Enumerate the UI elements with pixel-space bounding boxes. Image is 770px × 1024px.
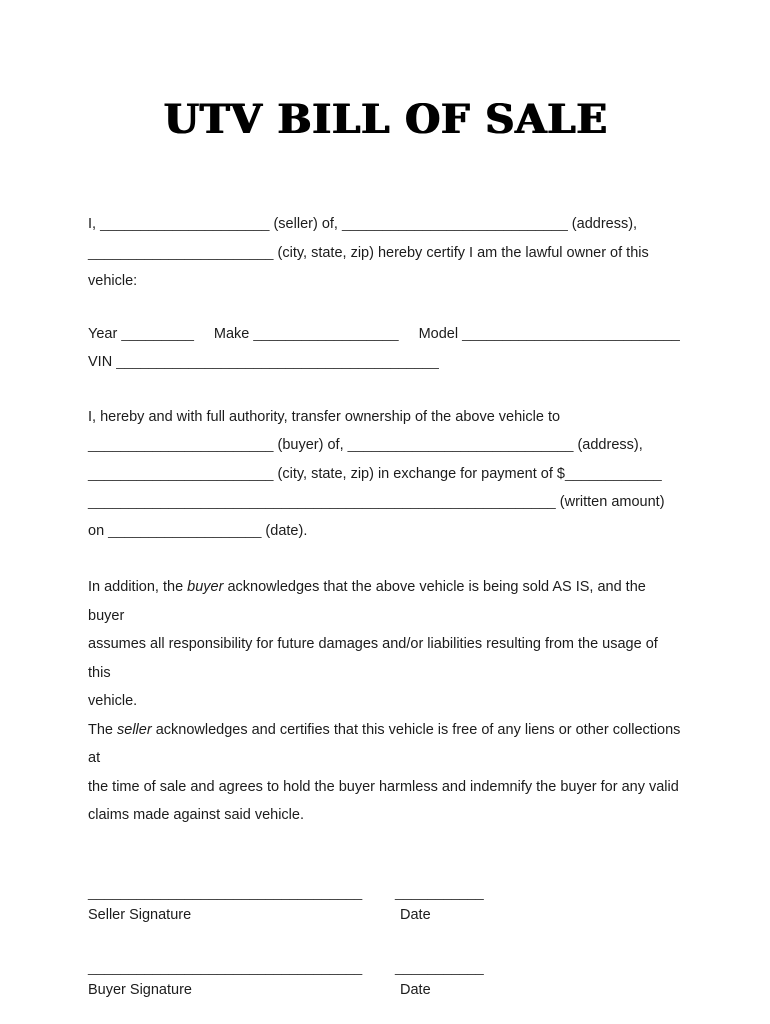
buyer-name-blank[interactable]: _______________________ xyxy=(88,437,274,453)
make-blank[interactable]: __________________ xyxy=(253,325,399,342)
intro-line-1 xyxy=(88,210,684,239)
page-title: UTV BILL OF SALE xyxy=(163,96,608,143)
liens-line-1 xyxy=(88,716,684,773)
transfer-line-5 xyxy=(88,517,684,546)
buyer-date-blank[interactable]: ___________ xyxy=(395,959,484,976)
seller-date-blank[interactable]: ___________ xyxy=(395,884,484,901)
on-text: on xyxy=(88,522,109,539)
as-is-clause xyxy=(88,573,684,716)
payment-text: (city, state, zip) in exchange for payment of $ xyxy=(273,465,565,482)
liens-pre-text: The xyxy=(88,721,118,738)
transfer-line-4 xyxy=(88,488,684,517)
asis-post-text: acknowledges that the above vehicle is being sold AS IS, and the buyer xyxy=(88,579,650,624)
seller-date-line xyxy=(395,882,484,904)
buyer-caption: (buyer) of, xyxy=(273,437,348,453)
buyer-signature-line xyxy=(88,957,395,979)
vehicle-line-1 xyxy=(88,320,684,349)
date-caption: (date). xyxy=(261,522,308,539)
written-amount-blank[interactable]: __________________________________________________________ xyxy=(88,494,556,510)
year-blank[interactable]: _________ xyxy=(121,325,194,342)
seller-signature-block xyxy=(88,882,684,926)
lawful-owner-text: (city, state, zip) hereby certify I am the lawful owner of this vehicle: xyxy=(88,244,653,289)
buyer-signature-blank[interactable]: __________________________________ xyxy=(88,959,363,976)
seller-signature-blank[interactable]: __________________________________ xyxy=(88,884,363,901)
asis-line-3: vehicle. xyxy=(88,693,138,709)
buyer-date-column xyxy=(395,957,484,1001)
buyer-signature-label: Buyer Signature xyxy=(88,981,192,998)
vehicle-info-section xyxy=(88,320,684,377)
asis-pre-text: In addition, the xyxy=(88,579,188,595)
liens-post-text: acknowledges and certifies that this vehicle is free of any liens or other collections at xyxy=(88,721,685,766)
buyer-signature-block xyxy=(88,957,684,1001)
model-blank[interactable]: ___________________________ xyxy=(462,325,680,342)
vehicle-line-2 xyxy=(88,348,684,377)
asis-line-2: assumes all responsibility for future damages and/or liabilities resulting from the usage of this xyxy=(88,636,662,681)
year-label: Year xyxy=(88,325,122,342)
liens-clause xyxy=(88,716,684,830)
intro-paragraph xyxy=(88,210,684,296)
seller-city-state-zip-blank[interactable]: _______________________ xyxy=(88,244,274,261)
seller-date-label: Date xyxy=(400,906,431,923)
written-amount-caption: (written amount) xyxy=(555,494,665,510)
seller-signature-column xyxy=(88,882,395,926)
payment-amount-blank[interactable]: ____________ xyxy=(564,465,662,482)
seller-caption: (seller) of, xyxy=(269,216,342,232)
intro-pre-text: I, xyxy=(88,216,101,232)
transfer-line-2 xyxy=(88,431,684,460)
seller-signature-label: Seller Signature xyxy=(88,906,192,923)
model-label: Model xyxy=(418,325,463,342)
buyer-address-blank[interactable]: ____________________________ xyxy=(347,437,574,453)
buyer-city-state-zip-blank[interactable]: _______________________ xyxy=(88,465,274,482)
vin-blank[interactable]: ________________________________________ xyxy=(116,354,439,370)
transfer-line-3 xyxy=(88,460,684,489)
transfer-line-1: I, hereby and with full authority, transfer ownership of the above vehicle to xyxy=(88,408,561,425)
vin-label: VIN xyxy=(88,354,117,370)
transfer-paragraph xyxy=(88,403,684,546)
seller-address-blank[interactable]: ____________________________ xyxy=(341,216,568,232)
buyer-signature-column xyxy=(88,957,395,1001)
seller-signature-line xyxy=(88,882,395,904)
make-label: Make xyxy=(213,325,254,342)
buyer-date-line xyxy=(395,957,484,979)
sale-date-blank[interactable]: ___________________ xyxy=(108,522,262,539)
buyer-emphasis: buyer xyxy=(187,579,224,595)
seller-name-blank[interactable]: _____________________ xyxy=(100,216,270,232)
asis-line-1 xyxy=(88,573,684,630)
seller-emphasis: seller xyxy=(117,721,152,738)
liens-line-2: the time of sale and agrees to hold the buyer harmless and indemnify the buyer for any valid xyxy=(88,778,679,795)
buyer-date-label: Date xyxy=(400,981,431,998)
intro-line-2 xyxy=(88,239,684,296)
seller-date-column xyxy=(395,882,484,926)
buyer-address-caption: (address), xyxy=(573,437,643,453)
liens-line-3: claims made against said vehicle. xyxy=(88,807,304,823)
address-caption: (address), xyxy=(567,216,638,232)
